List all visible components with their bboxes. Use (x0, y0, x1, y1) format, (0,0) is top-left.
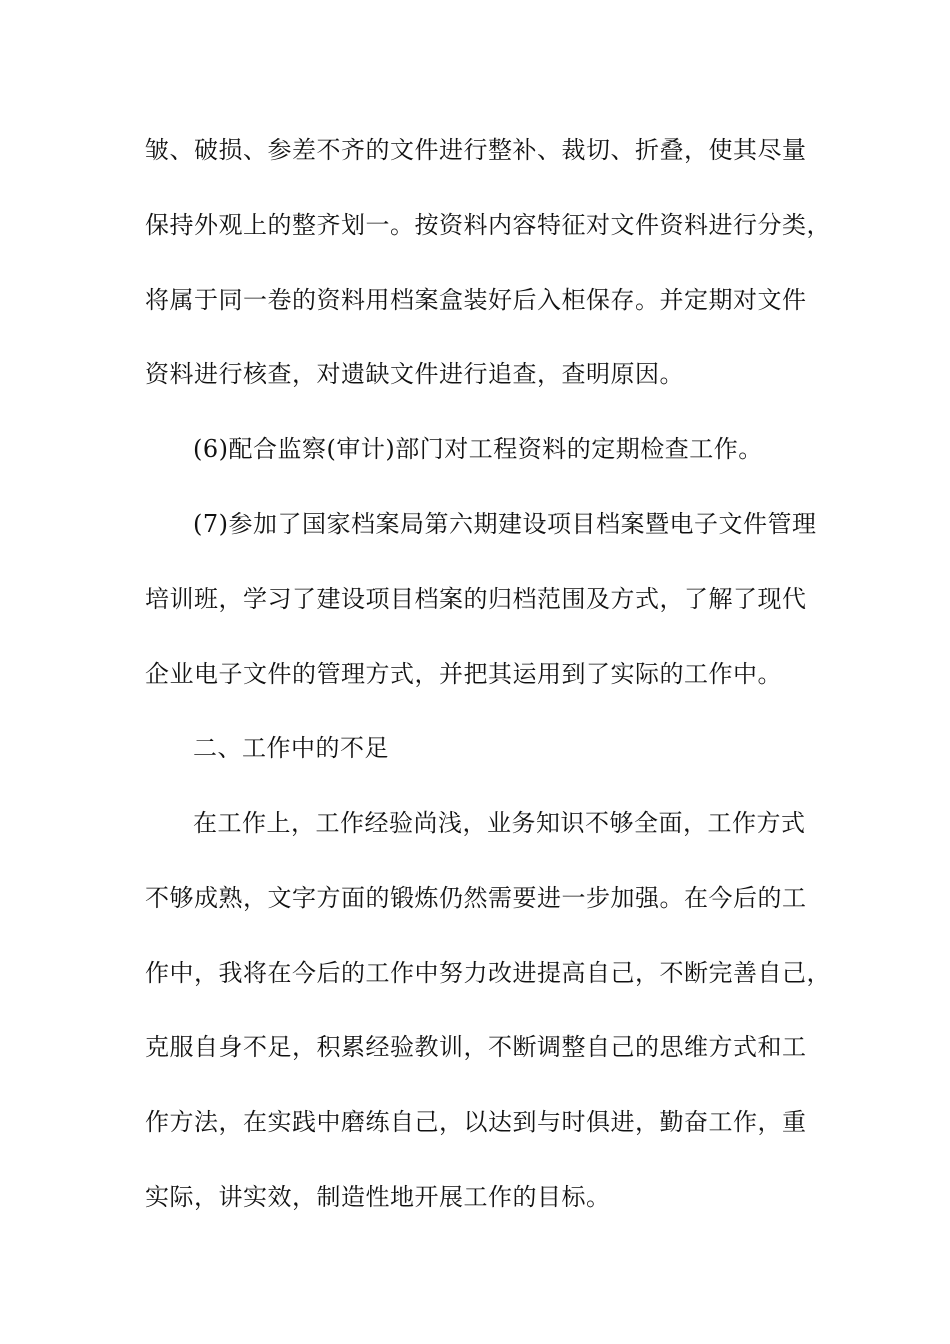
text-line: 将属于同一卷的资料用档案盒装好后入柜保存。并定期对文件 (145, 286, 807, 314)
text-line: 作中，我将在今后的工作中努力改进提高自己，不断完善自己， (145, 959, 831, 987)
text-line: 企业电子文件的管理方式，并把其运用到了实际的工作中。 (145, 660, 782, 688)
paragraph-start: 在工作上，工作经验尚浅，业务知识不够全面，工作方式 (193, 809, 806, 837)
list-item-7: (7)参加了国家档案局第六期建设项目档案暨电子文件管理 (193, 510, 817, 538)
text-line: 资料进行核查，对遗缺文件进行追查，查明原因。 (145, 360, 684, 388)
text-line: 实际，讲实效，制造性地开展工作的目标。 (145, 1183, 611, 1211)
text-line: 培训班，学习了建设项目档案的归档范围及方式，了解了现代 (145, 585, 807, 613)
text-line: 不够成熟，文字方面的锻炼仍然需要进一步加强。在今后的工 (145, 884, 807, 912)
text-line: 作方法，在实践中磨练自己，以达到与时俱进，勤奋工作，重 (145, 1108, 807, 1136)
text-line: 皱、破损、参差不齐的文件进行整补、裁切、折叠，使其尽量 (145, 136, 807, 164)
section-heading: 二、工作中的不足 (193, 734, 389, 762)
list-item-6: (6)配合监察(审计)部门对工程资料的定期检查工作。 (193, 435, 763, 463)
text-line: 克服自身不足，积累经验教训，不断调整自己的思维方式和工 (145, 1033, 807, 1061)
text-line: 保持外观上的整齐划一。按资料内容特征对文件资料进行分类， (145, 211, 831, 239)
